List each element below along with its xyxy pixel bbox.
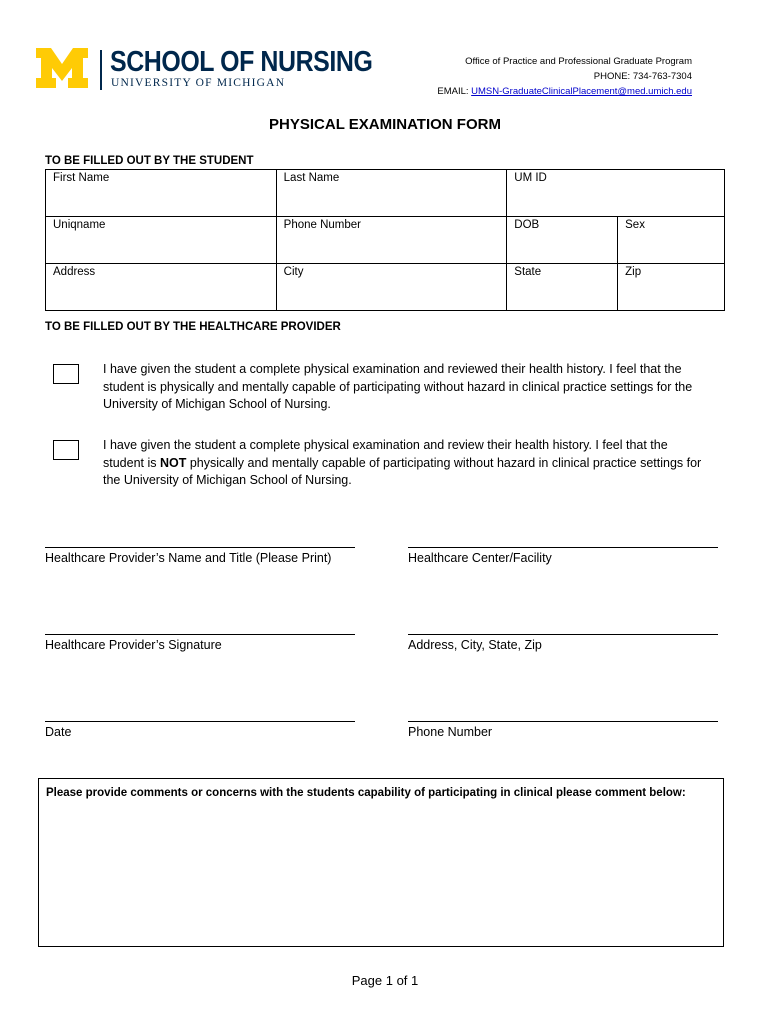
- comments-label: Please provide comments or concerns with the students capability of participating in clinical please comment below:: [46, 787, 686, 799]
- first-name-field[interactable]: First Name: [46, 170, 277, 217]
- email-label: EMAIL:: [437, 86, 472, 97]
- address-label: Address, City, State, Zip: [408, 638, 542, 652]
- email-link[interactable]: UMSN-GraduateClinicalPlacement@med.umich.edu: [471, 86, 692, 97]
- date-line[interactable]: [45, 721, 355, 722]
- state-field[interactable]: State: [507, 264, 618, 311]
- capable-statement: I have given the student a complete physical examination and reviewed their health history. I feel that the student is physically and mentally capable of participating without hazard in clinical practice settings for the University of Michigan School of Nursing.: [103, 362, 693, 411]
- logo-divider: [100, 50, 102, 90]
- student-info-table: [45, 169, 725, 311]
- page-number: Page 1 of 1: [351, 973, 419, 988]
- office-phone: PHONE: 734-763-7304: [593, 71, 692, 82]
- last-name-field[interactable]: Last Name: [276, 170, 507, 217]
- dob-field[interactable]: DOB: [507, 217, 618, 264]
- logo-university-name: UNIVERSITY OF MICHIGAN: [111, 77, 286, 89]
- capable-checkbox[interactable]: [53, 364, 79, 384]
- office-name: Office of Practice and Professional Graduate Program: [465, 56, 692, 67]
- provider-name-label: Healthcare Provider’s Name and Title (Please Print): [45, 551, 332, 565]
- contact-info: [352, 54, 692, 99]
- school-logo: [36, 46, 373, 92]
- sex-field[interactable]: Sex: [618, 217, 725, 264]
- provider-name-line[interactable]: [45, 547, 355, 548]
- phone-line[interactable]: [408, 721, 718, 722]
- uniqname-field[interactable]: Uniqname: [46, 217, 277, 264]
- office-email-line: [352, 84, 692, 99]
- provider-signature-label: Healthcare Provider’s Signature: [45, 638, 222, 652]
- block-m-logo-icon: [36, 48, 88, 88]
- logo-school-name: SCHOOL OF NURSING: [110, 46, 373, 78]
- city-field[interactable]: City: [276, 264, 507, 311]
- um-id-field[interactable]: UM ID: [507, 170, 725, 217]
- not-capable-checkbox[interactable]: [53, 440, 79, 460]
- facility-line[interactable]: [408, 547, 718, 548]
- not-capable-statement: [103, 437, 703, 490]
- zip-field[interactable]: Zip: [618, 264, 725, 311]
- table-row: [46, 170, 725, 217]
- provider-section-label: TO BE FILLED OUT BY THE HEALTHCARE PROVIDER: [45, 321, 341, 333]
- not-capable-text-start: I have given the student a complete physical examination and review their health history. I feel that the student is: [103, 438, 668, 470]
- table-row: [46, 264, 725, 311]
- table-row: [46, 217, 725, 264]
- phone-number-field[interactable]: Phone Number: [276, 217, 507, 264]
- date-label: Date: [45, 725, 72, 739]
- not-capable-text-end: physically and mentally capable of participating without hazard in clinical practice settings for the University of Michigan School of Nursing.: [103, 455, 702, 487]
- provider-signature-line[interactable]: [45, 634, 355, 635]
- address-line[interactable]: [408, 634, 718, 635]
- form-title: PHYSICAL EXAMINATION FORM: [269, 116, 501, 133]
- not-emphasis: NOT: [159, 455, 187, 470]
- phone-label: Phone Number: [408, 725, 493, 739]
- address-field[interactable]: Address: [46, 264, 277, 311]
- comments-box[interactable]: [38, 778, 724, 947]
- facility-label: Healthcare Center/Facility: [408, 551, 552, 565]
- student-section-label: TO BE FILLED OUT BY THE STUDENT: [45, 155, 254, 167]
